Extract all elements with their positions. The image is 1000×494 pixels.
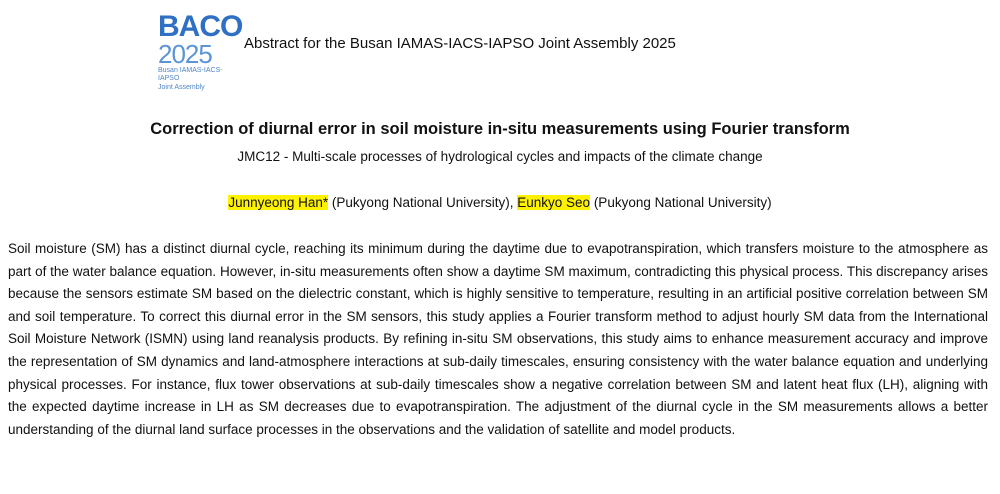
logo-year: 2025 bbox=[158, 39, 212, 69]
author-affiliation-1: (Pukyong National University), bbox=[328, 195, 518, 210]
paper-title: Correction of diurnal error in soil moisture in-situ measurements using Fourier transform bbox=[150, 120, 850, 138]
abstract-body: Soil moisture (SM) has a distinct diurnal cycle, reaching its minimum during the daytime due to evapotranspiration, which transfers moisture to the atmosphere as part of the water balance equation. However, in-situ measurements often show a daytime SM maximum, contradicting this physical process. This discrepancy arises because the sensors estimate SM based on the dielectric constant, which is highly sensitive to temperature, resulting in an artificial positive correlation between SM and soil temperature. To correct this diurnal error in the SM sensors, this study applies a Fourier transform method to adjust hourly SM data from the International Soil Moisture Network (ISMN) using land reanalysis products. By refining in-situ SM observations, this study aims to enhance measurement accuracy and improve the representation of SM dynamics and land-atmosphere interactions at sub-daily timescales, ensuring consistency with the water balance equation and underlying physical processes. For instance, flux tower observations at sub-daily timescales show a negative correlation between SM and latent heat flux (LH), aligning with the expected daytime increase in LH as SM decreases due to evapotranspiration. The adjustment of the diurnal cycle in the SM measurements allows a better understanding of the diurnal land surface processes in the observations and the validation of satellite and model products. bbox=[8, 241, 988, 437]
logo-subtitle-1: Busan IAMAS-IACS-IAPSO bbox=[158, 67, 223, 82]
author-affiliation-2: (Pukyong National University) bbox=[590, 195, 772, 210]
author-name-1: Junnyeong Han* bbox=[228, 195, 329, 210]
logo-wordmark: BACO bbox=[158, 10, 243, 43]
header-text: Abstract for the Busan IAMAS-IACS-IAPSO Joint Assembly 2025 bbox=[244, 35, 676, 52]
author-line bbox=[0, 195, 1000, 210]
baco-logo bbox=[158, 10, 243, 91]
author-name-2: Eunkyo Seo bbox=[517, 195, 591, 210]
session-line: JMC12 - Multi-scale processes of hydrological cycles and impacts of the climate change bbox=[237, 149, 763, 164]
logo-subtitle-2: Joint Assembly bbox=[158, 84, 205, 91]
